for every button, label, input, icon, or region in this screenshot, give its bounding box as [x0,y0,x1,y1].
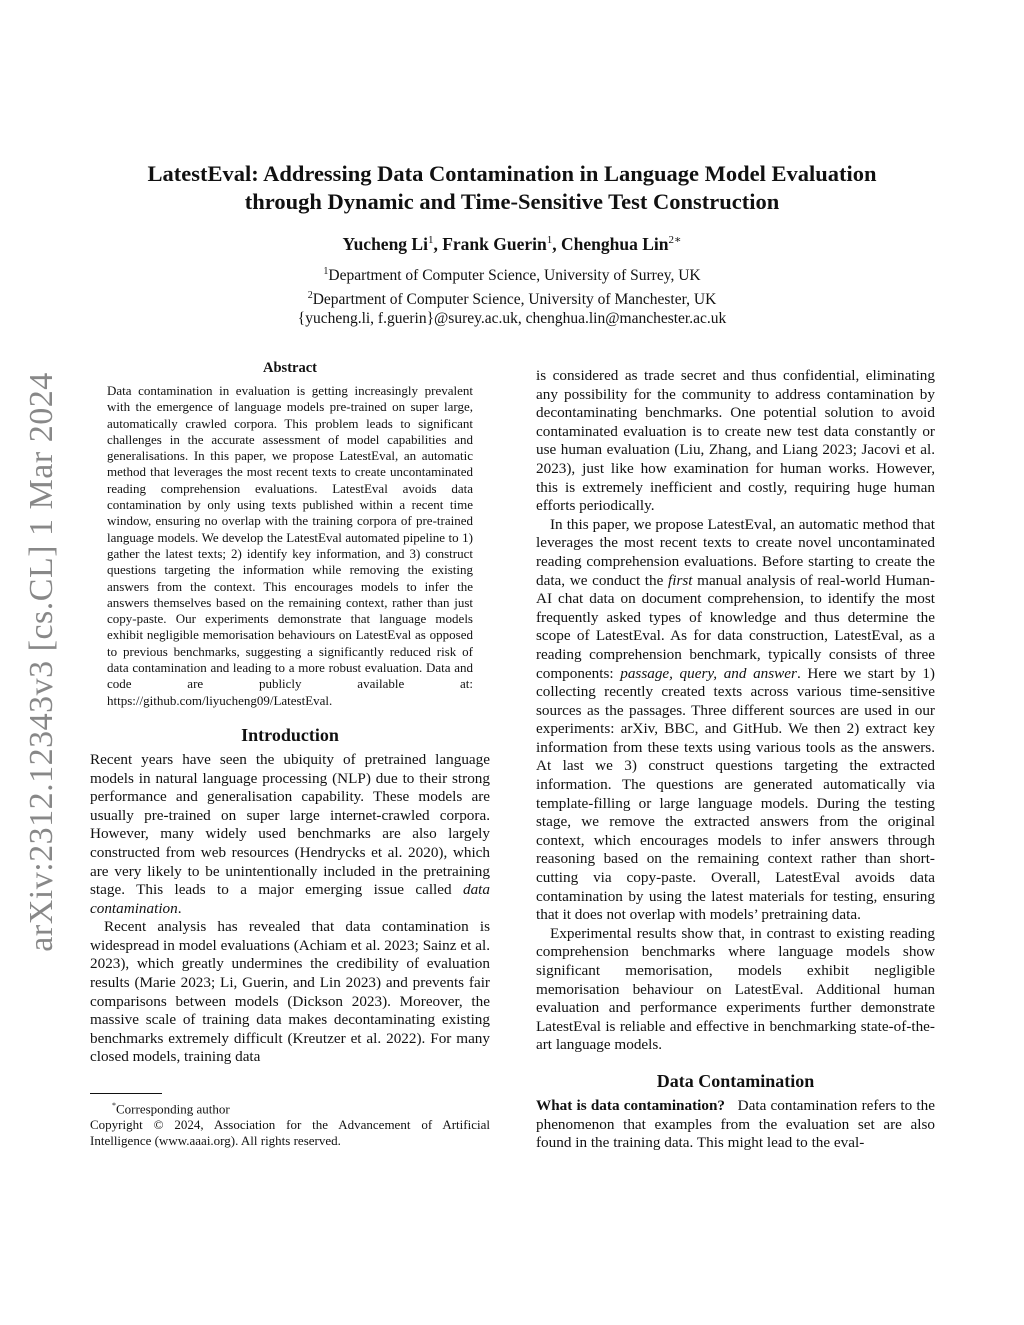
intro-p1-emphasis: data contamination [90,881,490,917]
intro-p1-end: . [177,899,182,917]
affiliation-text: Department of Computer Science, University of Manchester, UK [312,290,717,308]
author-emails: {yucheng.li, f.guerin}@surey.ac.uk, chenghua.lin@manchester.ac.uk [297,310,727,328]
title-line-1: LatestEval: Addressing Data Contamination in Language Model Evaluation [147,161,877,186]
intro-paragraph-3 [536,516,935,925]
intro-paragraph-1 [90,751,490,918]
abstract-heading: Abstract [263,360,317,376]
author-name: Frank Guerin [442,233,547,254]
introduction-heading: Introduction [241,724,339,745]
affiliation-text: Department of Computer Science, University of Surrey, UK [328,267,701,285]
affiliation-line [100,262,924,286]
author-affiliation-mark: 2∗ [668,234,682,246]
author-affiliation-mark: 1 [427,234,434,246]
affiliation-mark: 1 [323,266,329,277]
author-name: Chenghua Lin [561,233,669,254]
intro-p3-emphasis-first: first [668,571,693,589]
affiliation-mark: 2 [307,289,313,301]
data-contamination-paragraph [536,1097,935,1153]
data-contamination-text: Data contamination refers to the phenomenon that examples from the evaluation set are also found in the training data. This might lead to the eval- [536,1096,935,1152]
right-column [536,367,935,1153]
intro-p3-text-b: manual analysis of real-world Human-AI chat data on document comprehension, to identify the most frequently asked types of knowledge and thus determine the scope of LatestEval. As for data construction, LatestEval, as a reading comprehension benchmark, typically consists of three components: [536,571,935,682]
intro-paragraph-4: Experimental results show that, in contrast to existing reading comprehension benchmarks where language models show significant memorisation, models exhibit negligible memorisation behaviour on LatestEval. Additional human evaluation and performance experiments further demonstrate LatestEval is reliable and effective in benchmarking state-of-the-art language models. [536,924,935,1054]
affiliation-line [100,286,924,310]
run-in-heading: What is data contamination? [536,1096,725,1114]
intro-p3-emphasis-components: passage, query, and answer [620,664,797,682]
footnote-mark: * [112,1101,116,1111]
intro-p3-text-c: . Here we start by 1) collecting recently created texts across various time-sensitive sources as the passages. Three different sources are used in our experiments: arXiv, BBC, and GitHub. We then 2) extract key information from these texts using various tools as the answers. At last we 3) construct questions targeting the extracted information. The questions are generated automatically via template-filling or large language models. During the testing stage, we remove the extracted answers from the original context, which encourages models to infer answers through reasoning based on the remaining context rather than short-cutting via copy-paste. Overall, LatestEval avoids data contamination by using the latest materials for testing, ensuring that it does not overlap with models’ pretraining data. [536,664,935,924]
affiliations [100,262,924,329]
footnote-rule [90,1093,162,1094]
footnote-corresponding-text: Corresponding author [116,1101,230,1117]
title-line-2: through Dynamic and Time-Sensitive Test Construction [244,189,780,214]
intro-paragraph-continued: is considered as trade secret and thus confidential, eliminating any possibility for the community to address contamination by decontaminating benchmarks. One potential solution to avoid contaminated evaluation is to create new test data constantly or use human evaluation (Liu, Zhang, and Liang 2023; Jacovi et al. 2023), just like how examination for human works. However, this is extremely inefficient and costly, requiring huge human efforts periodically. [536,367,935,515]
arxiv-side-stamp [22,365,62,959]
author-name: Yucheng Li [342,233,428,254]
data-contamination-heading: Data Contamination [656,1070,815,1091]
author-affiliation-mark: 1 [546,234,553,246]
intro-p1-text: Recent years have seen the ubiquity of pretrained language models in natural language processing (NLP) due to their strong performance and generalisation capability. These models are usually pre-trained on super large internet-crawled corpora. However, many widely used benchmarks are also largely constructed from web resources (Hendrycks et al. 2020), which are very likely to be unintentionally included in the pretraining stage. This leads to a major emerging issue called [90,750,490,899]
left-column [90,360,490,1149]
arxiv-identifier: arXiv:2312.12343v3 [cs.CL] 1 Mar 2024 [23,372,60,952]
author-list [100,233,924,255]
copyright-notice: Copyright © 2024, Association for the Advancement of Artificial Intelligence (www.aaai.org). All rights reserved. [90,1117,490,1149]
author-separator: , [552,233,561,254]
intro-paragraph-2: Recent analysis has revealed that data contamination is widespread in model evaluations (Achiam et al. 2023; Sainz et al. 2023), which greatly undermines the credibility of evaluation results (Marie 2023; Li, Guerin, and Lin 2023) and prevents fair comparisons between models (Dickson 2023). Moreover, the massive scale of training data makes decontaminating existing benchmarks extremely difficult (Kreutzer et al. 2022). For many closed models, training data [90,918,490,1066]
intro-p3-text-a: In this paper, we propose LatestEval, an automatic method that leverages the most recent texts to create novel uncontaminated reading comprehension evaluations. Before starting to create the data, we conduct the [536,515,935,589]
corresponding-author-note [90,1098,490,1117]
abstract-text: Data contamination in evaluation is getting increasingly prevalent with the emergence of language models pre-trained on super large, automatically crawled corpora. This problem leads to significant challenges in the accurate assessment of model capabilities and generalisations. In this paper, we propose LatestEval, an automatic method that leverages the most recent texts to create uncontaminated reading comprehension evaluations. LatestEval avoids data contamination by only using texts published within a recent time window, ensuring no overlap with the training corpora of pre-trained language models. We develop the LatestEval automated pipeline to 1) gather the latest texts; 2) identify key information, and 3) construct questions targeting the information while removing the existing answers from the context. This encourages models to infer the answers themselves based on the remaining context, rather than just copy-paste. Our experiments demonstrate that language models exhibit negligible memorisation behaviours on LatestEval as opposed to previous benchmarks, suggesting a significantly reduced risk of data contamination and leading to a more robust evaluation. Data and code are publicly available at: https://github.com/liyucheng09/LatestEval. [107,383,473,708]
paper-title [100,160,924,216]
author-separator: , [433,233,443,254]
footnote [90,1098,490,1149]
